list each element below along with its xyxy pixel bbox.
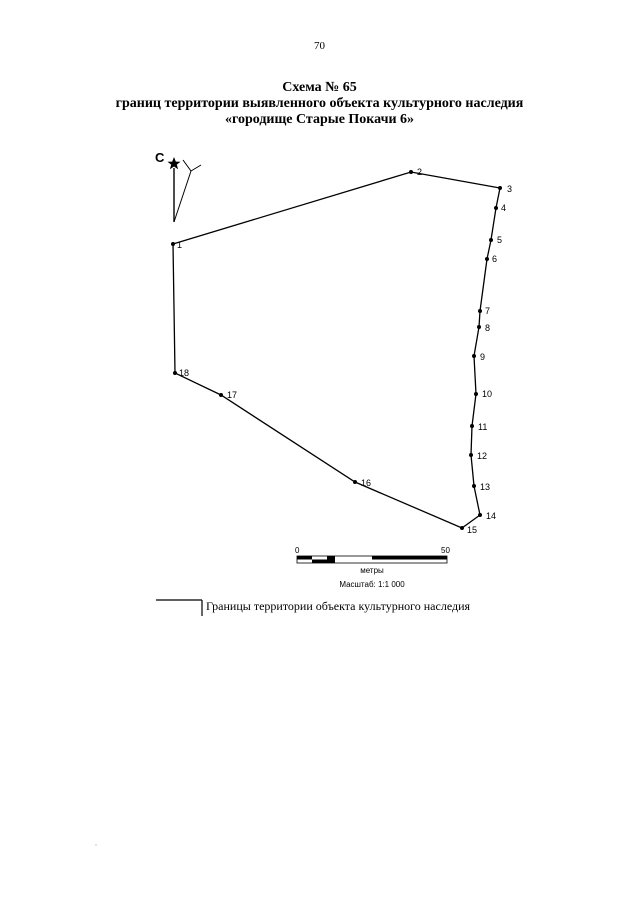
scale-bar-start-label: 0	[295, 546, 300, 555]
vertex-10	[474, 392, 478, 396]
vertex-6	[485, 257, 489, 261]
boundary-polygon	[173, 172, 503, 528]
scale-bar-segment-1	[297, 556, 312, 560]
map-title-line-3: «городище Старые Покачи 6»	[224, 112, 415, 127]
map-title-line-2: границ территории выявленного объекта культурного наследия	[115, 96, 524, 111]
vertex-8	[477, 325, 481, 329]
point-label-6: 6	[492, 254, 498, 264]
scale-bar-segment-4	[372, 556, 447, 560]
point-label-8: 8	[485, 323, 491, 333]
point-label-13: 13	[480, 482, 491, 492]
point-label-16: 16	[361, 478, 372, 488]
boundary-vertices	[171, 170, 502, 530]
scale-bar-end-label: 50	[441, 546, 450, 555]
vertex-18	[173, 371, 177, 375]
point-label-4: 4	[501, 203, 507, 213]
point-label-14: 14	[486, 511, 497, 521]
north-arrow-tick-left	[183, 160, 191, 171]
vertex-17	[219, 393, 223, 397]
point-label-5: 5	[497, 235, 503, 245]
north-arrow-tick-right	[191, 165, 201, 171]
north-star-icon	[168, 157, 181, 169]
scale-bar-segment-2	[312, 560, 327, 564]
vertex-9	[472, 354, 476, 358]
vertex-13	[472, 484, 476, 488]
scale-bar-segment-3	[327, 556, 335, 563]
north-arrow	[155, 150, 201, 222]
vertex-3	[498, 186, 502, 190]
point-label-3: 3	[507, 184, 513, 194]
point-label-18: 18	[179, 368, 190, 378]
legend-boundary-label: Границы территории объекта культурного наследия	[206, 599, 471, 613]
scan-speck	[95, 844, 96, 845]
north-arrow-diagonal	[174, 171, 191, 222]
point-label-15: 15	[467, 525, 478, 535]
vertex-14	[478, 513, 482, 517]
legend-symbol	[156, 600, 202, 616]
point-label-9: 9	[480, 352, 486, 362]
vertex-1	[171, 242, 175, 246]
vertex-15	[460, 526, 464, 530]
vertex-11	[470, 424, 474, 428]
point-label-10: 10	[482, 389, 493, 399]
scale-bar-units: метры	[360, 566, 384, 575]
vertex-12	[469, 453, 473, 457]
vertex-4	[494, 206, 498, 210]
map-title-line-1: Схема № 65	[282, 80, 357, 95]
point-label-2: 2	[417, 167, 423, 177]
point-label-11: 11	[478, 422, 488, 432]
point-label-1: 1	[177, 240, 183, 250]
point-label-7: 7	[485, 306, 491, 316]
vertex-7	[478, 309, 482, 313]
vertex-labels	[177, 167, 512, 535]
scale-ratio: Масштаб: 1:1 000	[339, 580, 405, 589]
point-label-12: 12	[477, 451, 488, 461]
north-letter: С	[155, 150, 165, 165]
vertex-16	[353, 480, 357, 484]
page-number: 70	[314, 40, 325, 52]
vertex-5	[489, 238, 493, 242]
point-label-17: 17	[227, 390, 238, 400]
scale-bar	[295, 546, 450, 589]
vertex-2	[409, 170, 413, 174]
